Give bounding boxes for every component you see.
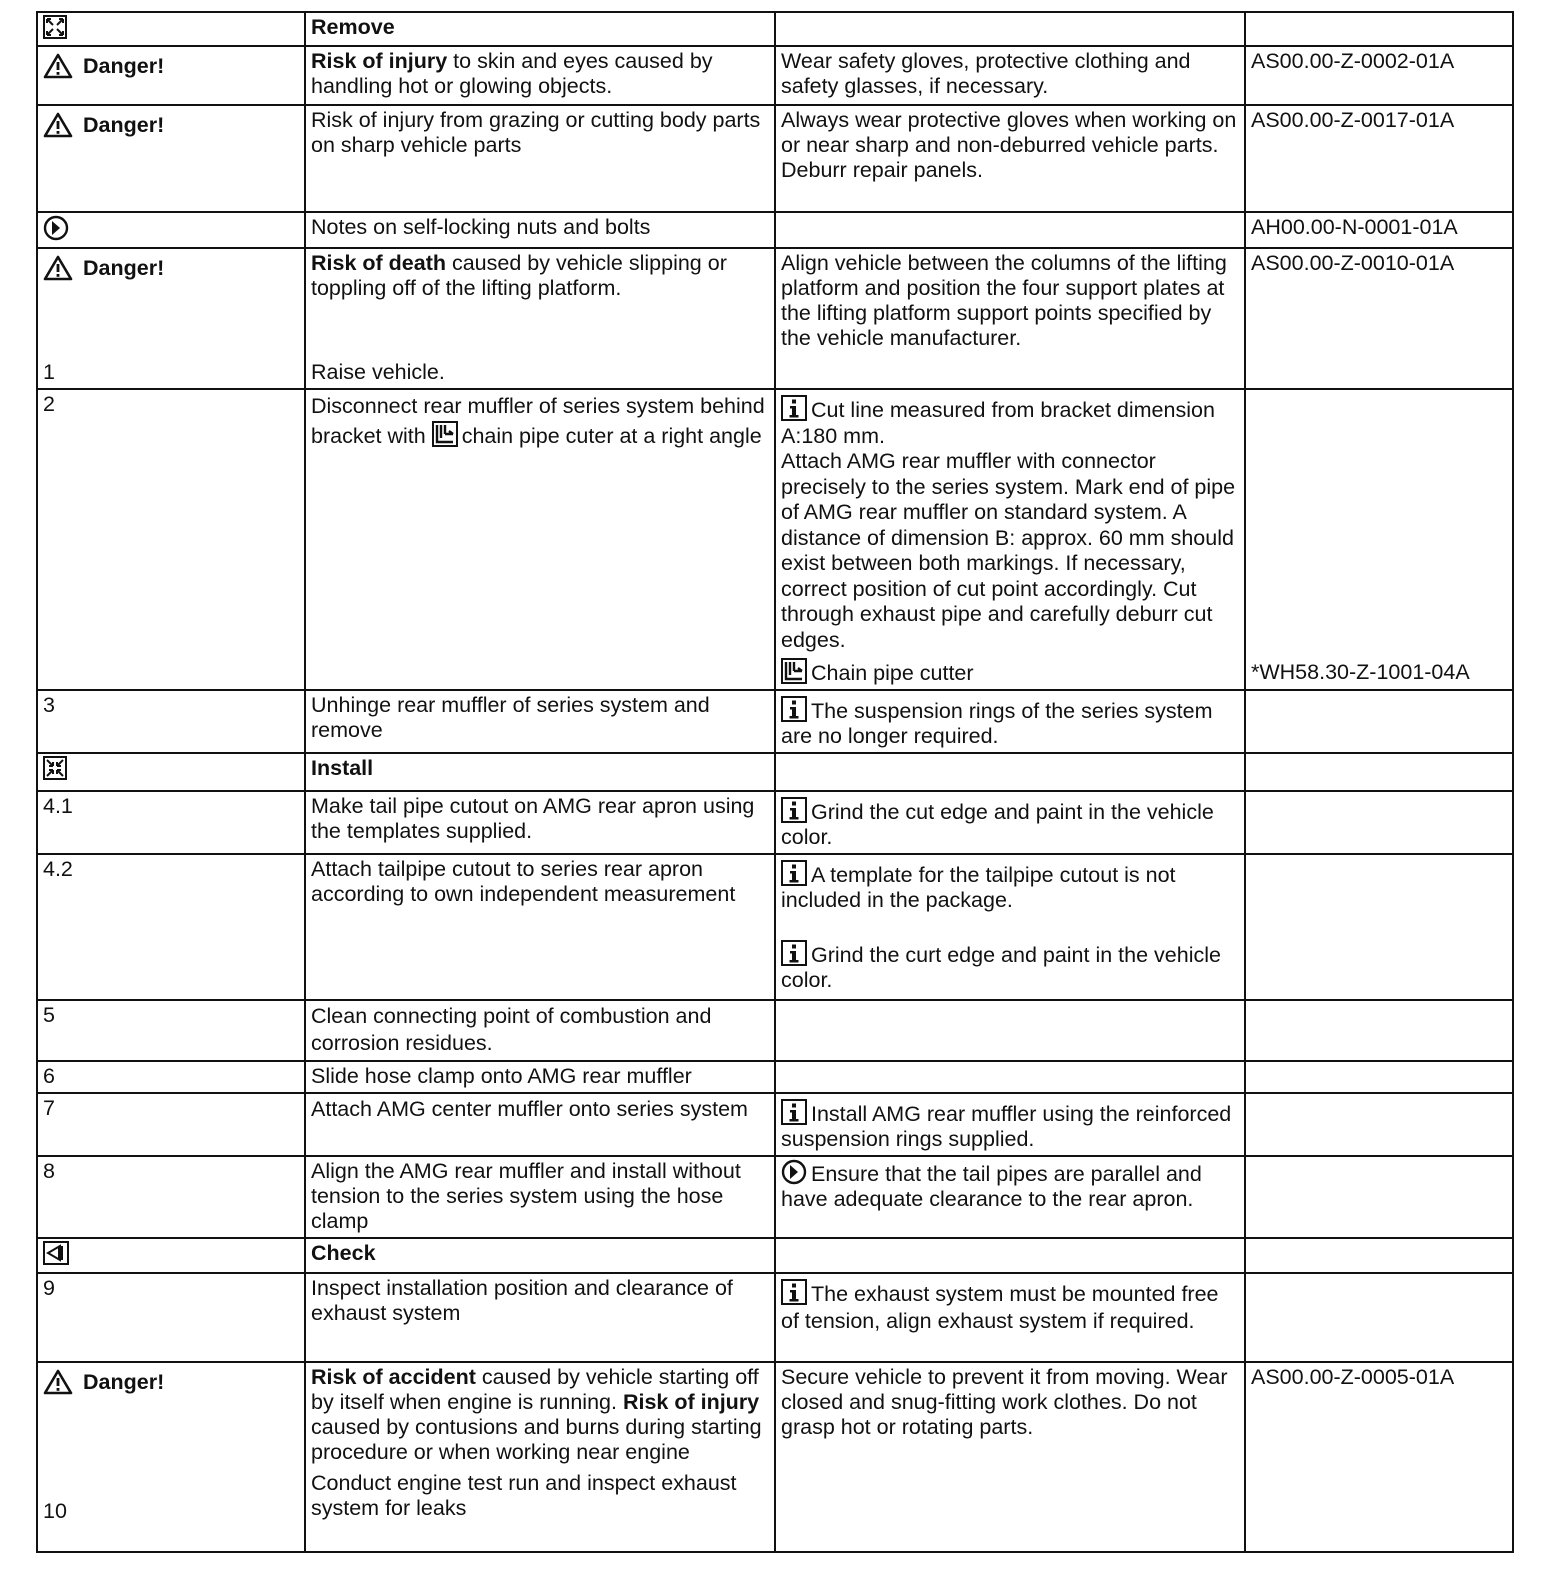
measure-text: Wear safety gloves, protective clothing and safety glasses, if necessary. [775, 46, 1245, 105]
reference-code: AS00.00-Z-0010-01A [1245, 248, 1513, 389]
section-title-check: Check [305, 1238, 775, 1273]
step-number: 9 [37, 1273, 305, 1362]
step-number: 4.1 [37, 791, 305, 854]
info-icon [781, 1099, 807, 1125]
table-row: 4.1 Make tail pipe cutout on AMG rear apron using the templates supplied. Grind the cut edge and paint in the vehicle color. [37, 791, 1513, 854]
reference-code: *WH58.30-Z-1001-04A [1251, 660, 1470, 684]
warning-triangle-icon [43, 53, 73, 79]
step-text: Make tail pipe cutout on AMG rear apron using the templates supplied. [305, 791, 775, 854]
warning-triangle-icon [43, 1369, 73, 1395]
risk-text: Risk of injury from grazing or cutting body parts on sharp vehicle parts [305, 105, 775, 212]
step-text: Clean connecting point of combustion and corrosion residues. [305, 1000, 775, 1061]
table-row [37, 1061, 1513, 1093]
step-text: Align the AMG rear muffler and install without tension to the series system using the hose clamp [305, 1156, 775, 1238]
reference-code: AH00.00-N-0001-01A [1245, 212, 1513, 248]
section-title-install: Install [305, 753, 775, 791]
section-row-remove [37, 12, 1513, 46]
risk-title: Risk of death [311, 251, 446, 275]
section-row-install [37, 753, 1513, 791]
pipe-cutter-tool-icon [781, 658, 807, 684]
info-icon [781, 696, 807, 722]
reference-code: AS00.00-Z-0005-01A [1245, 1362, 1513, 1552]
table-row: Danger! 10 Risk of accident caused by vehicle starting off by itself when engine is running. Risk of injury caused by contusions and burns during starting procedure or when working near engine Conduct engine test run and inspect exhaust system for leaks Secure vehicle to prevent it from moving. Wear closed and snug-fitting work clothes. Do not grasp hot or rotating parts. AS00.00-Z-0005-01A [37, 1362, 1513, 1552]
table-row: Danger! 1 Risk of death caused by vehicle slipping or toppling off of the lifting platform. Raise vehicle. Align vehicle between the columns of the lifting platform and position the four support plates at the lifting platform support points specified by the vehicle manufacturer. AS00.00-Z-0010-01A [37, 248, 1513, 389]
step-text: Inspect installation position and clearance of exhaust system [305, 1273, 775, 1362]
danger-label: Danger! [43, 255, 299, 281]
install-icon [43, 756, 67, 780]
step-number: 8 [37, 1156, 305, 1238]
section-title-remove: Remove [305, 12, 775, 46]
table-row: Danger! Risk of injury to skin and eyes caused by handling hot or glowing objects. Wear safety gloves, protective clothing and safety glasses, if necessary. AS00.00-Z-0002-01A [37, 46, 1513, 105]
danger-label: Danger! [43, 1369, 299, 1395]
table-row [37, 212, 1513, 248]
step-text: Slide hose clamp onto AMG rear muffler [305, 1061, 775, 1093]
risk-title: Risk of accident [311, 1365, 476, 1389]
step-number: 7 [37, 1093, 305, 1156]
check-icon [43, 1241, 69, 1265]
danger-label: Danger! [43, 112, 299, 138]
step-number: 1 [43, 360, 55, 384]
step-number: 5 [37, 1000, 305, 1061]
tool-name: Chain pipe cutter [811, 660, 974, 685]
measure-text: Always wear protective gloves when working on or near sharp and non-deburred vehicle parts. [781, 108, 1237, 157]
reference-code: AS00.00-Z-0017-01A [1245, 105, 1513, 212]
table-row: 9 Inspect installation position and clearance of exhaust system The exhaust system must be mounted free of tension, align exhaust system if required. [37, 1273, 1513, 1362]
procedure-table [36, 11, 1514, 1553]
danger-label: Danger! [43, 53, 299, 79]
info-icon [781, 860, 807, 886]
step-number: 3 [37, 690, 305, 753]
table-row [37, 1000, 1513, 1061]
note-arrow-icon [43, 215, 69, 241]
risk-title: Risk of injury [311, 49, 448, 73]
measure-text: Align vehicle between the columns of the lifting platform and position the four support plates at the lifting platform support points specified by the vehicle manufacturer. [775, 248, 1245, 389]
step-text: Attach tailpipe cutout to series rear apron according to own independent measurement [305, 854, 775, 1000]
remove-icon [43, 15, 67, 39]
measure-text: Deburr repair panels. [781, 158, 983, 182]
warning-triangle-icon [43, 255, 73, 281]
step-number: 10 [43, 1499, 67, 1523]
note-text: Notes on self-locking nuts and bolts [305, 212, 775, 248]
step-text: Raise vehicle. [311, 360, 445, 384]
step-text: Conduct engine test run and inspect exhaust system for leaks [311, 1471, 737, 1520]
pipe-cutter-tool-icon [432, 421, 458, 447]
table-row: 7 Attach AMG center muffler onto series system Install AMG rear muffler using the reinforced suspension rings supplied. [37, 1093, 1513, 1156]
info-icon [781, 395, 807, 421]
table-row: 3 Unhinge rear muffler of series system and remove The suspension rings of the series system are no longer required. [37, 690, 1513, 753]
step-number: 6 [37, 1061, 305, 1093]
step-number: 4.2 [37, 854, 305, 1000]
info-icon [781, 797, 807, 823]
reference-code: AS00.00-Z-0002-01A [1245, 46, 1513, 105]
step-text: Unhinge rear muffler of series system and remove [305, 690, 775, 753]
step-number: 2 [37, 389, 305, 690]
table-row: 2 Disconnect rear muffler of series system behind bracket with chain pipe cuter at a right angle Cut line measured from bracket dimension A:180 mm. Attach AMG rear muffler with connector precisely to the series system. Mark end of pipe of AMG rear muffler on standard system. A distance of dimension B: approx. 60 mm should exist between both markings. If necessary, correct position of cut point accordingly. Cut through exhaust pipe and carefully deburr cut edges. Chain pipe cutter *WH58.30-Z-1001-04A [37, 389, 1513, 690]
risk-title: Risk of injury [622, 1390, 760, 1414]
step-text: Attach AMG center muffler onto series system [305, 1093, 775, 1156]
info-icon [781, 940, 807, 966]
table-row: 4.2 Attach tailpipe cutout to series rear apron according to own independent measurement A template for the tailpipe cutout is not included in the package. Grind the curt edge and paint in the vehicle color. [37, 854, 1513, 1000]
section-row-check [37, 1238, 1513, 1273]
note-arrow-icon [781, 1159, 807, 1185]
table-row: 8 Align the AMG rear muffler and install without tension to the series system using the hose clamp Ensure that the tail pipes are parallel and have adequate clearance to the rear apron. [37, 1156, 1513, 1238]
measure-text: Secure vehicle to prevent it from moving. Wear closed and snug-fitting work clothes. Do not grasp hot or rotating parts. [775, 1362, 1245, 1552]
warning-triangle-icon [43, 112, 73, 138]
table-row [37, 105, 1513, 212]
info-icon [781, 1279, 807, 1305]
